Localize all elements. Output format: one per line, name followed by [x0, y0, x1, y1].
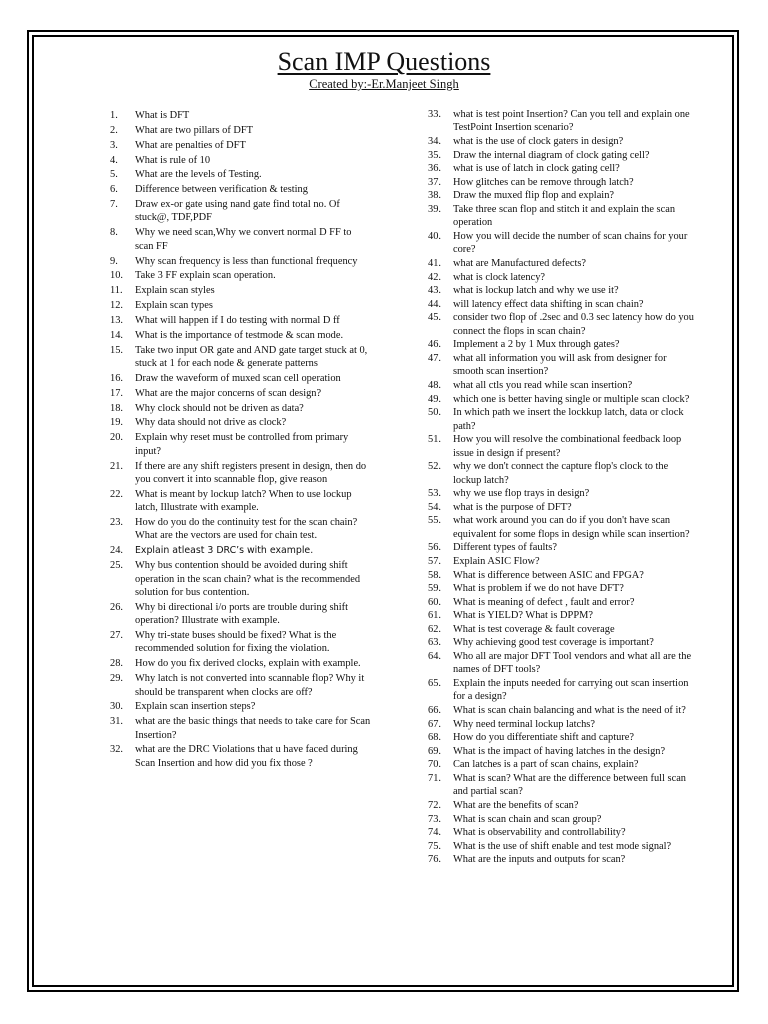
question-text: What is problem if we do not have DFT?	[453, 583, 624, 595]
question-item	[428, 352, 696, 379]
question-item	[428, 311, 696, 338]
question-text: Explain scan styles	[135, 285, 215, 297]
question-item	[428, 718, 696, 731]
question-number: 4.	[110, 154, 118, 166]
question-number: 28.	[110, 658, 123, 670]
question-text: Explain scan insertion steps?	[135, 701, 256, 713]
question-number: 18.	[110, 402, 123, 414]
question-item	[110, 700, 372, 713]
question-number: 14.	[110, 329, 123, 341]
question-text: Why latch is not converted into scannable flop? Why it should be transparent when clocks are off?	[135, 673, 365, 698]
question-number: 29.	[110, 673, 123, 685]
question-number: 25.	[110, 560, 123, 572]
question-text: which one is better having single or multiple scan clock?	[453, 393, 690, 405]
question-item	[428, 758, 696, 771]
question-text: Why data should not drive as clock?	[135, 417, 287, 429]
question-text: what are the DRC Violations that u have faced during Scan Insertion and how did you fix those ?	[135, 744, 358, 769]
question-item	[428, 541, 696, 554]
question-text: Different types of faults?	[453, 542, 557, 554]
question-item	[110, 344, 372, 371]
question-item	[110, 657, 372, 670]
question-text: What are penalties of DFT	[135, 139, 246, 151]
question-text: How do you differentiate shift and capture?	[453, 732, 635, 744]
question-number: 63.	[428, 637, 441, 649]
question-item	[428, 284, 696, 297]
question-text: what all ctls you read while scan insertion?	[453, 379, 633, 391]
question-item	[428, 799, 696, 812]
question-text: will latency effect data shifting in scan chain?	[453, 298, 644, 310]
question-number: 67.	[428, 718, 441, 730]
question-text: Explain atleast 3 DRC’s with example.	[135, 545, 314, 557]
question-number: 49.	[428, 393, 441, 405]
question-item	[110, 139, 372, 152]
question-number: 72.	[428, 800, 441, 812]
question-text: How you will decide the number of scan chains for your core?	[453, 230, 688, 256]
question-text: What are the major concerns of scan design?	[135, 387, 322, 399]
question-text: Why clock should not be driven as data?	[135, 402, 304, 414]
question-text: Who all are major DFT Tool vendors and what all are the names of DFT tools?	[453, 651, 692, 676]
question-item	[110, 226, 372, 253]
question-item	[428, 582, 696, 595]
question-number: 8.	[110, 227, 118, 239]
question-text: Why tri-state buses should be fixed? What is the recommended solution for fixing the violation.	[135, 630, 337, 655]
question-text: How do you fix derived clocks, explain with example.	[135, 658, 361, 670]
question-number: 21.	[110, 460, 123, 472]
question-item	[428, 853, 696, 866]
question-text: Take two input OR gate and AND gate target stuck at 0, stuck at 1 for each node & generate patterns	[135, 344, 368, 370]
question-item	[110, 284, 372, 297]
question-item	[110, 269, 372, 282]
question-text: What is the impact of having latches in the design?	[453, 745, 666, 757]
question-number: 6.	[110, 184, 118, 196]
question-number: 33.	[428, 109, 441, 120]
question-text: what is the use of clock gaters in design?	[453, 136, 624, 147]
question-item	[110, 559, 372, 599]
question-number: 26.	[110, 601, 123, 613]
question-text: what is test point Insertion? Can you tell and explain one TestPoint Insertion scenario?	[453, 109, 690, 134]
question-number: 20.	[110, 432, 123, 444]
question-text: Why bus contention should be avoided during shift operation in the scan chain? what is the recommended solution for bus contention.	[135, 560, 361, 598]
question-number: 11.	[110, 285, 123, 297]
question-number: 7.	[110, 199, 118, 211]
question-number: 46.	[428, 339, 441, 351]
question-text: Draw the internal diagram of clock gating cell?	[453, 149, 650, 161]
question-number: 1.	[110, 110, 118, 121]
question-item	[110, 743, 372, 770]
question-text: Why scan frequency is less than functional frequency	[135, 255, 358, 267]
question-item	[428, 149, 696, 162]
question-number: 41.	[428, 257, 441, 269]
question-item	[428, 772, 696, 799]
question-item	[428, 298, 696, 311]
question-number: 22.	[110, 488, 123, 500]
question-number: 40.	[428, 230, 441, 242]
question-text: Explain the inputs needed for carrying out scan insertion for a design?	[453, 678, 689, 703]
question-item	[428, 813, 696, 826]
question-item	[110, 402, 372, 415]
question-text: What are two pillars of DFT	[135, 124, 254, 136]
question-text: Draw the waveform of muxed scan cell operation	[135, 372, 341, 384]
question-text: what is clock latency?	[453, 271, 546, 283]
question-number: 30.	[110, 701, 123, 713]
question-item	[428, 745, 696, 758]
question-item	[428, 704, 696, 717]
question-text: In which path we insert the lockkup latch, data or clock path?	[453, 407, 684, 432]
question-number: 27.	[110, 630, 123, 641]
question-item	[428, 393, 696, 406]
question-item	[428, 731, 696, 744]
question-item	[428, 569, 696, 582]
question-number: 65.	[428, 678, 441, 690]
question-item	[428, 379, 696, 392]
question-item	[428, 230, 696, 257]
question-text: Draw ex-or gate using nand gate find total no. Of stuck@, TDF,PDF	[135, 199, 340, 224]
question-item	[110, 516, 372, 543]
question-number: 75.	[428, 840, 441, 852]
question-number: 35.	[428, 149, 441, 161]
question-number: 55.	[428, 515, 441, 527]
question-number: 44.	[428, 298, 441, 310]
question-item	[110, 629, 372, 656]
question-number: 60.	[428, 596, 441, 608]
question-text: What is the use of shift enable and test mode signal?	[453, 840, 672, 852]
question-number: 19.	[110, 417, 123, 429]
question-text: why we use flop trays in design?	[453, 488, 590, 500]
question-number: 56.	[428, 542, 441, 554]
question-item	[428, 135, 696, 148]
question-item	[428, 636, 696, 649]
question-item	[428, 514, 696, 541]
question-number: 16.	[110, 372, 123, 384]
question-text: Explain why reset must be controlled from primary input?	[135, 432, 349, 457]
question-list-right	[428, 108, 696, 867]
question-text: If there are any shift registers present in design, then do you convert it into scannable flop, give reason	[135, 460, 367, 485]
question-number: 71.	[428, 773, 441, 785]
question-number: 58.	[428, 569, 441, 581]
question-number: 17.	[110, 387, 123, 399]
question-text: what is the purpose of DFT?	[453, 501, 572, 513]
question-text: Explain ASIC Flow?	[453, 555, 540, 567]
question-item	[428, 338, 696, 351]
question-number: 5.	[110, 169, 118, 181]
question-number: 50.	[428, 407, 441, 419]
question-text: How you will resolve the combinational feedback loop issue in design if present?	[453, 434, 682, 459]
question-number: 36.	[428, 163, 441, 175]
question-item	[110, 715, 372, 742]
question-number: 61.	[428, 610, 441, 622]
question-text: What is scan chain and scan group?	[453, 813, 602, 825]
question-text: Why bi directional i/o ports are trouble during shift operation? Illustrate with example.	[135, 601, 348, 627]
question-item	[428, 162, 696, 175]
question-text: what are Manufactured defects?	[453, 257, 586, 269]
question-number: 52.	[428, 461, 441, 473]
question-item	[110, 154, 372, 167]
question-number: 48.	[428, 379, 441, 391]
question-item	[110, 416, 372, 429]
question-number: 24.	[110, 545, 123, 557]
question-number: 74.	[428, 827, 441, 839]
page-title: Scan IMP Questions	[277, 47, 491, 76]
question-item	[428, 677, 696, 704]
question-text: What is DFT	[135, 110, 190, 121]
question-text: what all information you will ask from designer for smooth scan insertion?	[453, 352, 667, 378]
question-item	[110, 601, 372, 628]
question-number: 76.	[428, 854, 441, 866]
question-number: 62.	[428, 623, 441, 635]
question-text: What are the levels of Testing.	[135, 169, 262, 181]
question-item	[428, 623, 696, 636]
question-text: what is use of latch in clock gating cell?	[453, 163, 620, 175]
question-list-left	[110, 109, 372, 772]
question-text: consider two flop of .2sec and 0.3 sec latency how do you connect the flops in scan chain?	[453, 312, 694, 337]
question-item	[110, 255, 372, 268]
question-item	[428, 189, 696, 202]
question-number: 54.	[428, 501, 441, 513]
question-item	[110, 124, 372, 137]
question-text: why we don't connect the capture flop's clock to the lockup latch?	[453, 461, 669, 486]
question-text: Explain scan types	[135, 300, 213, 312]
question-number: 69.	[428, 745, 441, 757]
question-item	[110, 431, 372, 458]
question-text: Can latches is a part of scan chains, explain?	[453, 759, 639, 771]
author-line: Created by:-Er.Manjeet Singh	[309, 77, 459, 91]
question-text: What are the benefits of scan?	[453, 800, 579, 812]
question-text: what work around you can do if you don't have scan equivalent for some flops in design while scan insertion?	[453, 515, 690, 540]
question-number: 23.	[110, 517, 123, 528]
question-item	[428, 487, 696, 500]
question-item	[110, 460, 372, 487]
question-item	[110, 329, 372, 342]
question-text: Why achieving good test coverage is important?	[453, 637, 654, 649]
question-item	[428, 609, 696, 622]
question-number: 43.	[428, 285, 441, 297]
question-number: 34.	[428, 136, 441, 147]
question-item	[110, 299, 372, 312]
question-number: 9.	[110, 255, 118, 267]
question-number: 3.	[110, 139, 118, 151]
question-text: what are the basic things that needs to take care for Scan Insertion?	[135, 716, 371, 741]
question-item	[428, 108, 696, 135]
question-item	[428, 501, 696, 514]
question-number: 32.	[110, 744, 123, 756]
question-text: What is scan? What are the difference between full scan and partial scan?	[453, 773, 687, 798]
question-text: Draw the muxed flip flop and explain?	[453, 190, 615, 202]
question-item	[428, 840, 696, 853]
question-text: What is YIELD? What is DPPM?	[453, 610, 593, 622]
question-text: Take 3 FF explain scan operation.	[135, 270, 276, 282]
question-number: 37.	[428, 176, 441, 188]
question-number: 38.	[428, 190, 441, 202]
question-number: 13.	[110, 314, 123, 326]
question-text: Difference between verification & testing	[135, 184, 308, 196]
question-number: 12.	[110, 300, 123, 312]
question-item	[110, 314, 372, 327]
question-item	[110, 183, 372, 196]
question-text: How glitches can be remove through latch?	[453, 176, 634, 188]
question-number: 73.	[428, 813, 441, 825]
question-number: 70.	[428, 759, 441, 771]
question-number: 53.	[428, 488, 441, 500]
question-number: 64.	[428, 651, 441, 663]
question-text: Take three scan flop and stitch it and explain the scan operation	[453, 203, 676, 229]
question-item	[428, 650, 696, 677]
question-text: Why need terminal lockup latchs?	[453, 718, 595, 730]
question-item	[110, 387, 372, 400]
question-item	[428, 555, 696, 568]
question-text: How do you do the continuity test for the scan chain? What are the vectors are used for chain test.	[135, 517, 358, 542]
question-text: Why we need scan,Why we convert normal D FF to scan FF	[135, 227, 352, 252]
question-text: What is difference between ASIC and FPGA?	[453, 569, 644, 581]
question-item	[428, 826, 696, 839]
question-text: What is scan chain balancing and what is the need of it?	[453, 705, 686, 717]
question-number: 51.	[428, 434, 441, 446]
question-number: 68.	[428, 732, 441, 744]
question-text: what is lockup latch and why we use it?	[453, 285, 619, 297]
question-item	[428, 596, 696, 609]
question-text: What is the importance of testmode & scan mode.	[135, 329, 344, 341]
question-text: What is rule of 10	[135, 154, 211, 166]
question-number: 47.	[428, 352, 441, 364]
question-number: 10.	[110, 270, 123, 282]
question-text: What is test coverage & fault coverage	[453, 623, 615, 635]
question-number: 2.	[110, 124, 118, 136]
question-text: Implement a 2 by 1 Mux through gates?	[453, 339, 620, 351]
question-text: What is observability and controllability?	[453, 827, 626, 839]
question-number: 15.	[110, 344, 123, 356]
question-text: What is meant by lockup latch? When to use lockup latch, Illustrate with example.	[135, 488, 352, 514]
question-item	[110, 488, 372, 515]
question-item	[428, 406, 696, 433]
question-item	[428, 271, 696, 284]
question-item	[428, 460, 696, 487]
question-item	[428, 257, 696, 270]
question-text: What is meaning of defect , fault and error?	[453, 596, 635, 608]
question-item	[110, 372, 372, 385]
question-item	[110, 544, 372, 557]
question-item	[110, 198, 372, 225]
question-number: 66.	[428, 705, 441, 717]
question-item	[428, 176, 696, 189]
question-item	[110, 672, 372, 699]
question-number: 39.	[428, 203, 441, 215]
question-number: 57.	[428, 555, 441, 567]
question-number: 59.	[428, 583, 441, 595]
question-text: What will happen if I do testing with normal D ff	[135, 314, 340, 326]
question-number: 31.	[110, 716, 123, 728]
question-item	[110, 168, 372, 181]
question-text: What are the inputs and outputs for scan?	[453, 854, 626, 866]
question-item	[110, 109, 372, 122]
question-number: 45.	[428, 312, 441, 324]
question-item	[428, 203, 696, 230]
question-item	[428, 433, 696, 460]
question-number: 42.	[428, 271, 441, 283]
